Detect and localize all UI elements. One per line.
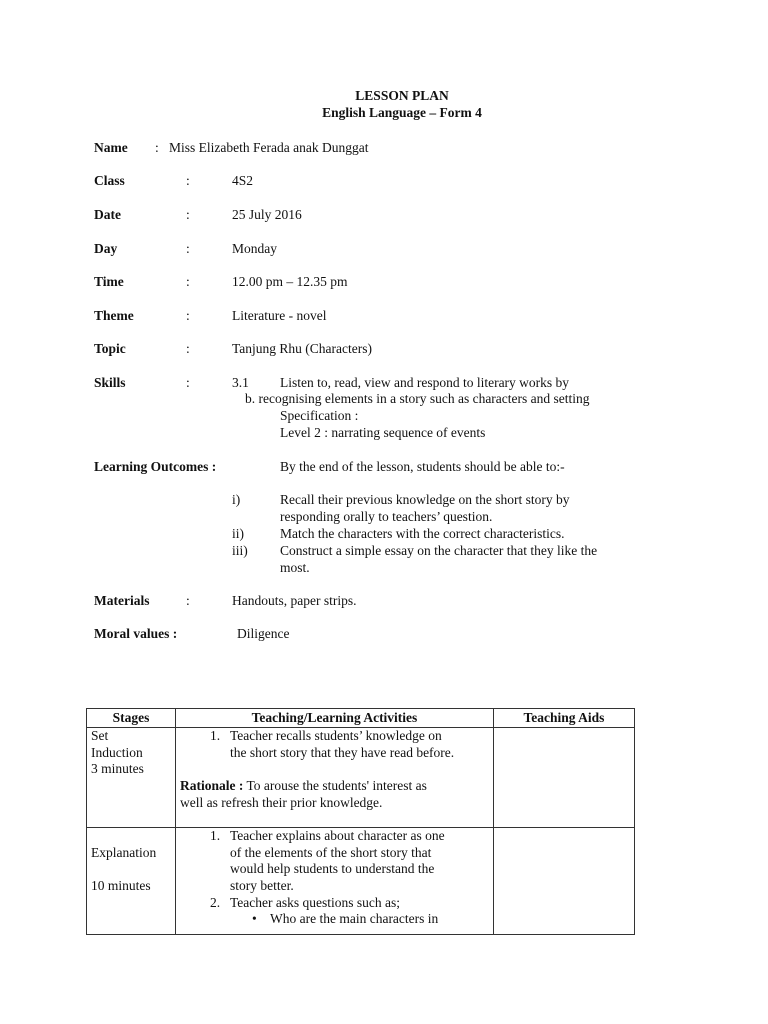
time-label: Time: [94, 274, 124, 289]
list-item: [180, 828, 489, 845]
table-header-row: [87, 709, 635, 728]
outcome-number: i): [232, 492, 241, 507]
activity-text: Teacher explains about character as one: [230, 828, 445, 843]
moral-values-value: Diligence: [237, 626, 290, 641]
time-colon: :: [186, 274, 190, 289]
outcome-text: most.: [280, 560, 310, 575]
teaching-aids-cell: [494, 728, 635, 828]
lesson-stages-table: [86, 708, 635, 935]
rationale-text: well as refresh their prior knowledge.: [180, 794, 383, 810]
materials-colon: :: [186, 593, 190, 608]
outcome-number: iii): [232, 543, 248, 558]
skills-line-1: Listen to, read, view and respond to literary works by: [280, 375, 570, 390]
activity-text: would help students to understand the: [230, 861, 435, 877]
column-header-teaching-aids: Teaching Aids: [494, 709, 635, 728]
spacer: [91, 828, 171, 845]
skills-line-4: Level 2 : narrating sequence of events: [280, 425, 486, 440]
outcome-text: Recall their previous knowledge on the short story by: [280, 492, 570, 507]
theme-colon: :: [186, 308, 190, 323]
outcome-text: Match the characters with the correct characteristics.: [280, 526, 565, 541]
materials-label: Materials: [94, 593, 150, 608]
question-text: Who are the main characters in: [270, 911, 439, 927]
day-colon: :: [186, 241, 190, 256]
skills-label: Skills: [94, 375, 126, 390]
skills-number: 3.1: [232, 375, 249, 390]
name-colon: :: [155, 140, 159, 155]
rationale: [180, 778, 489, 795]
document-title: LESSON PLAN: [355, 88, 449, 103]
activity-text: story better.: [230, 878, 294, 894]
name-label: Name: [94, 140, 128, 155]
learning-outcomes-label: Learning Outcomes :: [94, 459, 217, 474]
column-header-stages: Stages: [87, 709, 176, 728]
date-label: Date: [94, 207, 121, 222]
day-label: Day: [94, 241, 118, 256]
theme-value: Literature - novel: [232, 308, 327, 323]
rationale-label: Rationale :: [180, 778, 244, 794]
moral-values-label: Moral values :: [94, 626, 178, 641]
list-number: 1.: [210, 728, 221, 743]
topic-colon: :: [186, 341, 190, 356]
activity-text: the short story that they have read before.: [230, 744, 455, 760]
day-value: Monday: [232, 241, 277, 256]
date-value: 25 July 2016: [232, 207, 302, 222]
materials-value: Handouts, paper strips.: [232, 593, 357, 608]
outcome-text: responding orally to teachers’ question.: [280, 509, 493, 524]
stage-text: Explanation: [91, 844, 157, 860]
spacer: [91, 861, 171, 878]
stage-text: Set: [91, 728, 109, 743]
stage-cell: [87, 828, 176, 935]
spacer: [180, 761, 489, 778]
list-item: [180, 728, 489, 745]
stage-duration: 3 minutes: [91, 761, 144, 777]
list-number: 1.: [210, 828, 221, 843]
theme-label: Theme: [94, 308, 134, 323]
class-colon: :: [186, 173, 190, 188]
list-number: 2.: [210, 894, 221, 910]
name-value: Miss Elizabeth Ferada anak Dunggat: [169, 140, 369, 155]
activity-text: of the elements of the short story that: [230, 844, 432, 860]
stage-duration: 10 minutes: [91, 878, 151, 894]
outcome-number: ii): [232, 526, 244, 541]
class-label: Class: [94, 173, 125, 188]
topic-label: Topic: [94, 341, 126, 356]
column-header-activities: Teaching/Learning Activities: [176, 709, 494, 728]
activities-cell: [176, 828, 494, 935]
skills-line-3: Specification :: [280, 408, 359, 423]
date-colon: :: [186, 207, 190, 222]
activities-cell: [176, 728, 494, 828]
time-value: 12.00 pm – 12.35 pm: [232, 274, 348, 289]
topic-value: Tanjung Rhu (Characters): [232, 341, 373, 356]
rationale-text: To arouse the students' interest as: [243, 778, 427, 794]
table-row: [87, 728, 635, 828]
learning-outcomes-intro: By the end of the lesson, students should be able to:-: [280, 459, 565, 474]
outcome-text: Construct a simple essay on the character that they like the: [280, 543, 598, 558]
bullet-icon: •: [252, 911, 257, 927]
teaching-aids-cell: [494, 828, 635, 935]
activity-text: Teacher recalls students’ knowledge on: [230, 728, 442, 743]
activity-text: Teacher asks questions such as;: [230, 894, 401, 910]
stage-cell: [87, 728, 176, 828]
list-item: [180, 895, 489, 912]
document-subtitle: English Language – Form 4: [322, 105, 482, 120]
skills-line-2: b. recognising elements in a story such as characters and setting: [245, 391, 590, 406]
stage-text: Induction: [91, 744, 143, 760]
bullet-item: [180, 911, 489, 928]
class-value: 4S2: [232, 173, 254, 188]
table-row: [87, 828, 635, 935]
skills-colon: :: [186, 375, 190, 390]
